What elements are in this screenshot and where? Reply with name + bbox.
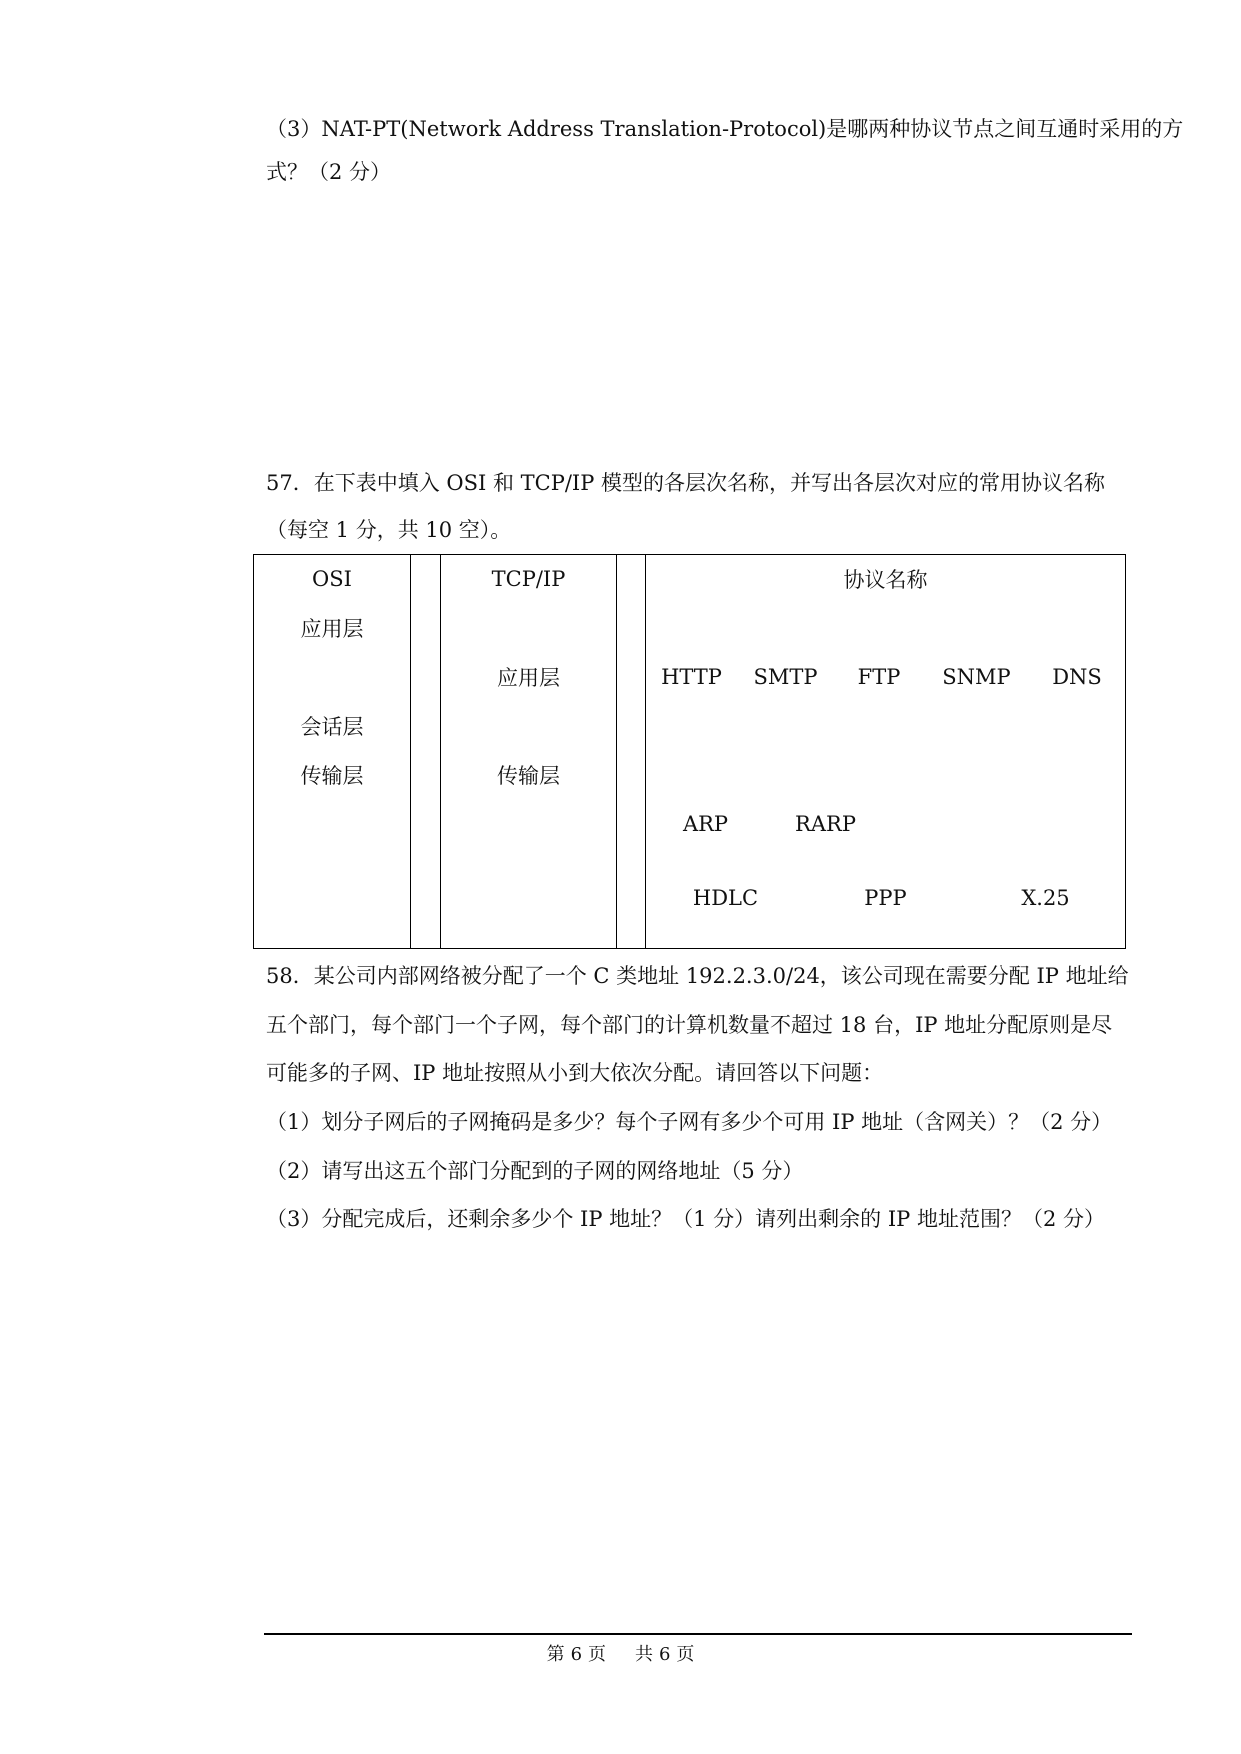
q58-sub3: （3）分配完成后，还剩余多少个 IP 地址？（1 分）请列出剩余的 IP 地址范围？（2 分）: [266, 1207, 1105, 1231]
protocol-rarp: RARP: [765, 799, 887, 849]
osi-row-application: 应用层: [253, 603, 411, 653]
protocol-ppp: PPP: [805, 848, 967, 949]
tcpip-blank-link-layer: [440, 848, 617, 949]
q58-line1: 58．某公司内部网络被分配了一个 C 类地址 192.2.3.0/24，该公司现在需要分配 IP 地址给: [266, 964, 1129, 988]
protocol-dns: DNS: [1029, 603, 1126, 751]
protocol-ftp: FTP: [834, 603, 925, 751]
q57-line1: 57．在下表中填入 OSI 和 TCP/IP 模型的各层次名称，并写出各层次对应的常用协议名称: [266, 471, 1106, 495]
spacer-column-1: [410, 554, 441, 949]
protocol-hdlc: HDLC: [645, 848, 806, 949]
page-label: 第: [546, 1644, 565, 1665]
total-label: 共: [634, 1644, 653, 1665]
protocol-x25: X.25: [966, 848, 1126, 949]
osi-row-session: 会话层: [253, 701, 411, 751]
spacer-column-2: [616, 554, 646, 949]
tcpip-transport-layer: 传输层: [440, 750, 617, 800]
q56-3-line2: 式？（2 分）: [266, 160, 392, 184]
osi-header: OSI: [253, 554, 411, 604]
transport-protocol-blank-2: [925, 750, 1126, 800]
q58-line3: 可能多的子网、IP 地址按照从小到大依次分配。请回答以下问题：: [266, 1061, 884, 1085]
network-protocol-blank-2: [1006, 799, 1126, 849]
q56-3-line1: （3）NAT-PT(Network Address Translation-Protocol)是哪两种协议节点之间互通时采用的方: [266, 117, 1184, 141]
protocol-arp: ARP: [645, 799, 766, 849]
protocol-header: 协议名称: [645, 554, 1126, 604]
tcpip-application-layer: 应用层: [440, 603, 617, 751]
q58-sub1: （1）划分子网后的子网掩码是多少？每个子网有多少个可用 IP 地址（含网关）？（2 分）: [266, 1110, 1113, 1134]
osi-row-blank-presentation: [253, 652, 411, 702]
transport-protocol-blank-1: [645, 750, 926, 800]
page-footer: [0, 1640, 1241, 1666]
tcpip-header: TCP/IP: [440, 554, 617, 604]
q58-line2: 五个部门，每个部门一个子网，每个部门的计算机数量不超过 18 台，IP 地址分配原则是尽: [266, 1013, 1113, 1037]
osi-row-blank-physical: [253, 898, 411, 949]
osi-row-transport: 传输层: [253, 750, 411, 800]
tcpip-blank-internet-layer: [440, 799, 617, 849]
q58-sub2: （2）请写出这五个部门分配到的子网的网络地址（5 分）: [266, 1159, 804, 1183]
page-unit: 页: [588, 1644, 607, 1665]
network-protocol-blank-1: [886, 799, 1007, 849]
protocol-snmp: SNMP: [924, 603, 1030, 751]
total-pages: 6: [658, 1644, 671, 1665]
osi-row-blank-network: [253, 799, 411, 849]
footer-rule: [264, 1633, 1132, 1635]
protocol-smtp: SMTP: [737, 603, 835, 751]
q57-line2: （每空 1 分，共 10 空）。: [266, 518, 512, 542]
osi-row-blank-datalink: [253, 848, 411, 899]
page-number: 6: [570, 1644, 583, 1665]
protocol-http: HTTP: [645, 603, 738, 751]
total-unit: 页: [676, 1644, 695, 1665]
